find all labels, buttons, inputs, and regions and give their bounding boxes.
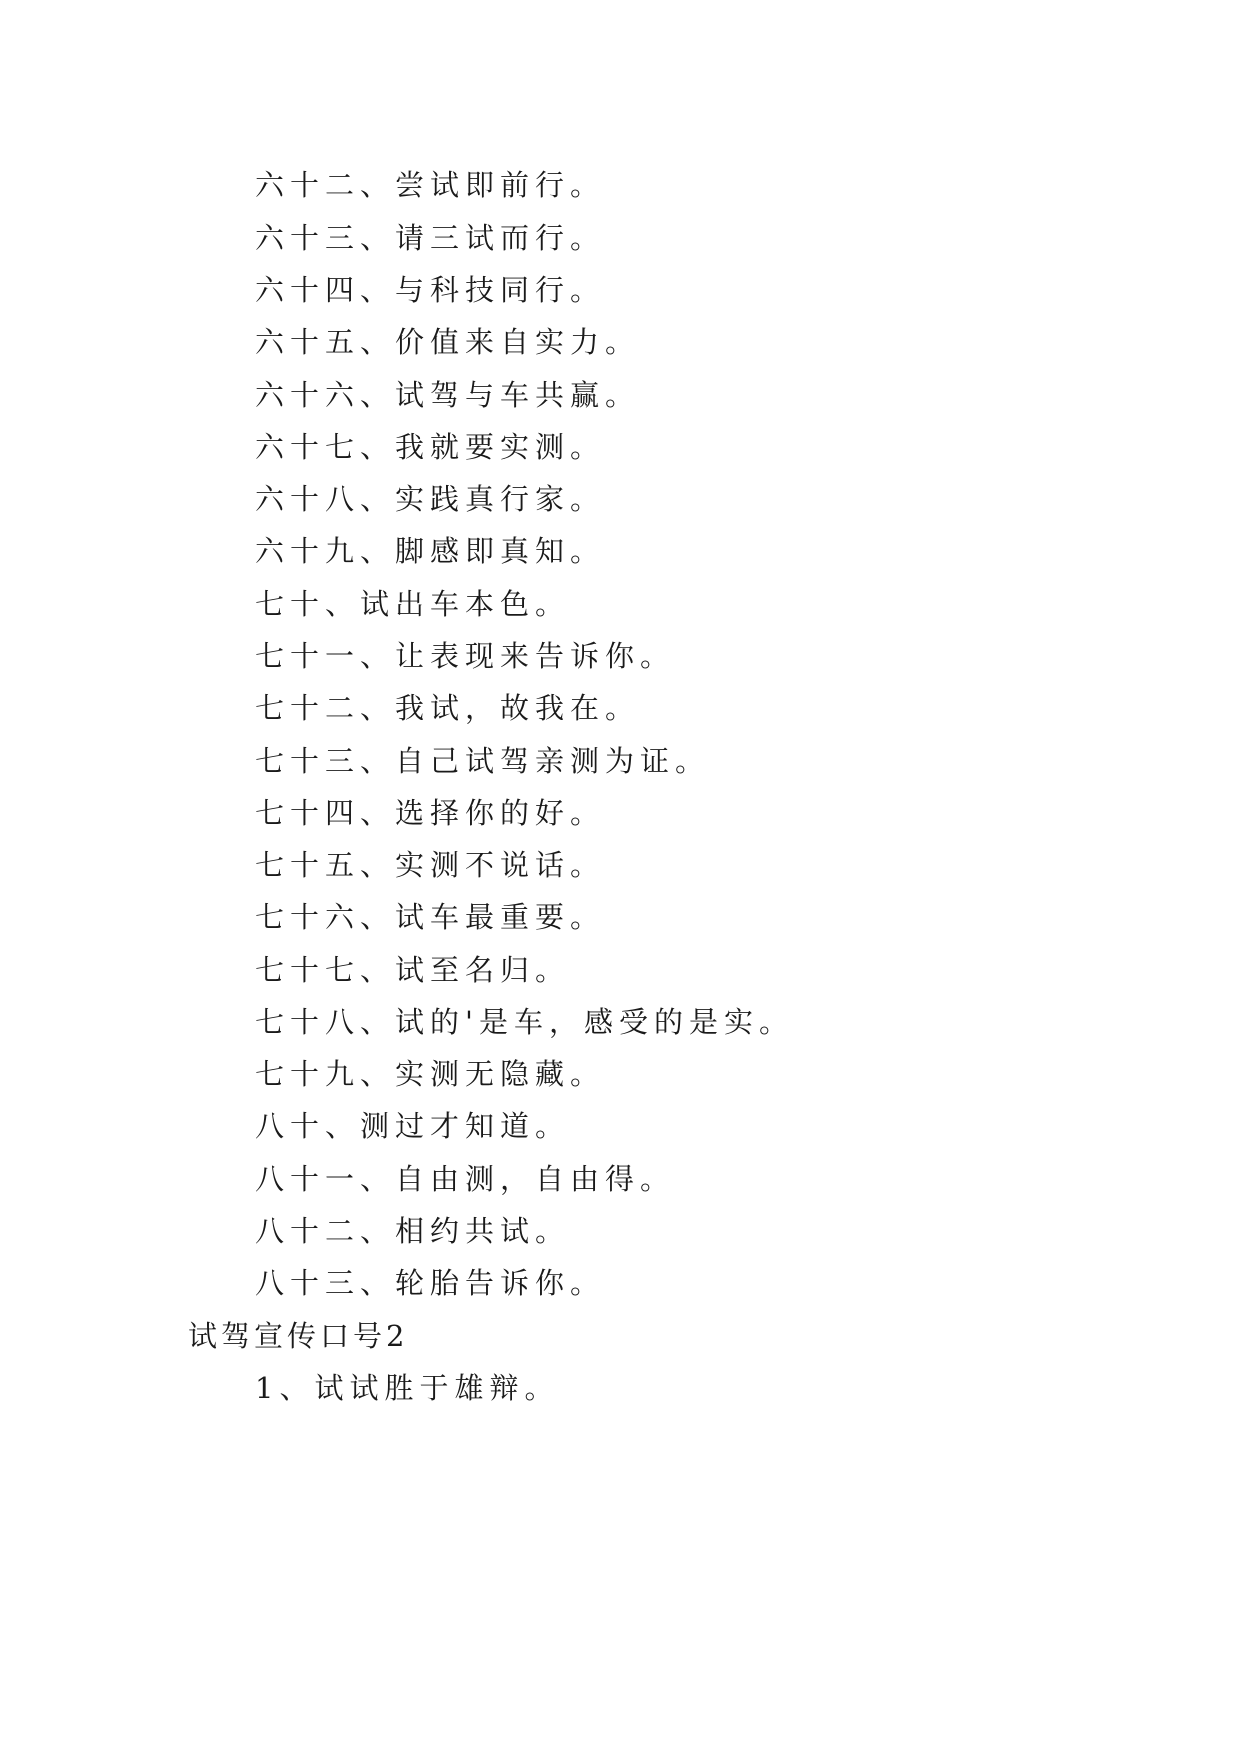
slogan-line: 六十九、脚感即真知。 bbox=[255, 534, 606, 568]
slogan-line: 六十七、我就要实测。 bbox=[255, 430, 606, 464]
slogan-line: 七十四、选择你的好。 bbox=[255, 796, 606, 830]
slogan-line: 七十一、让表现来告诉你。 bbox=[255, 639, 676, 673]
slogan-line: 七十六、试车最重要。 bbox=[255, 900, 606, 934]
slogan-line: 七十五、实测不说话。 bbox=[255, 848, 606, 882]
section-heading: 试驾宣传口号2 bbox=[188, 1319, 409, 1353]
slogan-line: 七十九、实测无隐藏。 bbox=[255, 1057, 606, 1091]
slogan-line: 六十五、价值来自实力。 bbox=[255, 325, 641, 359]
slogan-line: 八十三、轮胎告诉你。 bbox=[255, 1266, 606, 1300]
slogan-line: 七十三、自己试驾亲测为证。 bbox=[255, 744, 711, 778]
slogan-line: 八十一、自由测，自由得。 bbox=[255, 1162, 676, 1196]
slogan-line: 八十二、相约共试。 bbox=[255, 1214, 571, 1248]
slogan-line: 七十、试出车本色。 bbox=[255, 587, 571, 621]
slogan-line: 六十二、尝试即前行。 bbox=[255, 168, 606, 202]
slogan-line: 六十六、试驾与车共赢。 bbox=[255, 378, 641, 412]
slogan-line: 1、试试胜于雄辩。 bbox=[255, 1371, 560, 1405]
slogan-line: 八十、测过才知道。 bbox=[255, 1109, 571, 1143]
slogan-line: 六十四、与科技同行。 bbox=[255, 273, 606, 307]
slogan-line: 六十八、实践真行家。 bbox=[255, 482, 606, 516]
slogan-line: 七十二、我试，故我在。 bbox=[255, 691, 641, 725]
slogan-line: 七十七、试至名归。 bbox=[255, 953, 571, 987]
slogan-line: 六十三、请三试而行。 bbox=[255, 221, 606, 255]
slogan-line: 七十八、试的'是车，感受的是实。 bbox=[255, 1005, 794, 1039]
